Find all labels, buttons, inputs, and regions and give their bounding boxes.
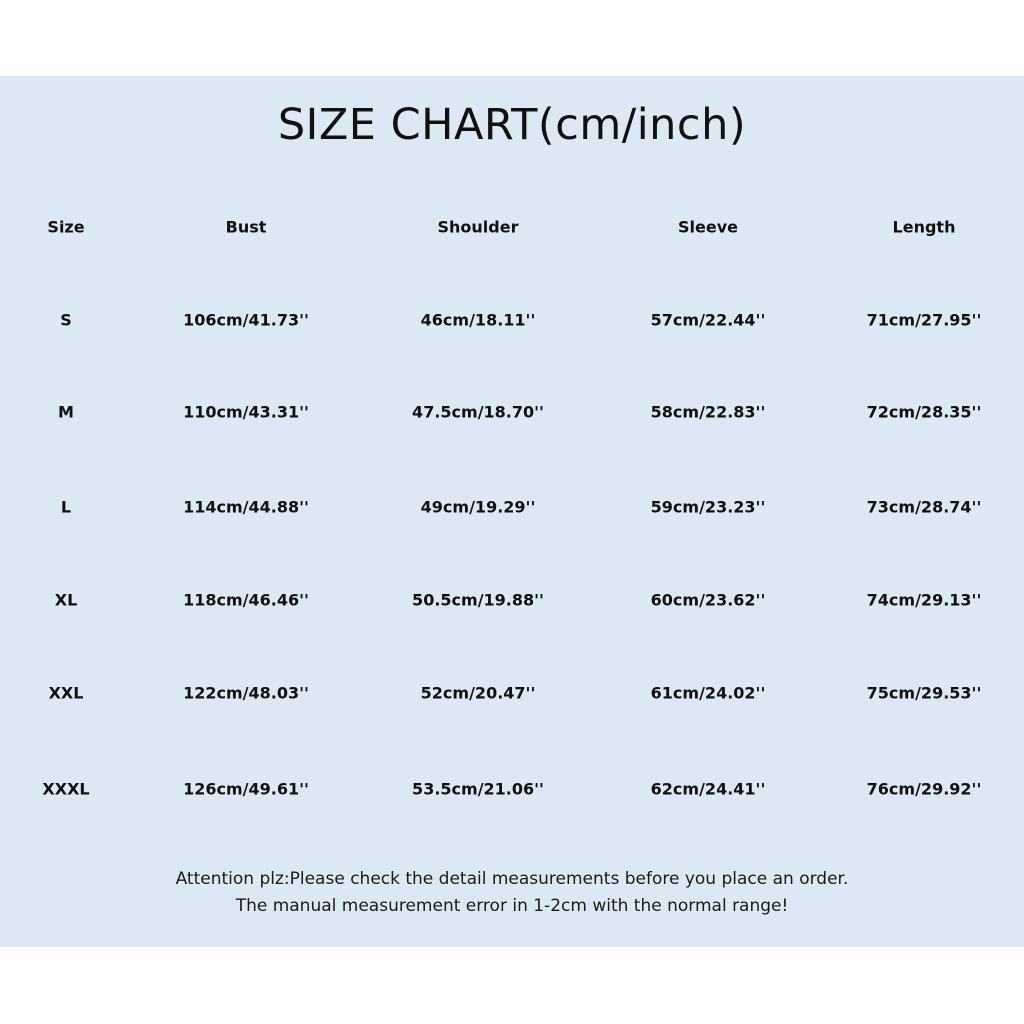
sleeve-cell: 61cm/24.02'' <box>650 683 766 703</box>
length-cell: 76cm/29.92'' <box>866 779 982 799</box>
length-cell: 75cm/29.53'' <box>866 683 982 703</box>
header-sleeve: Sleeve <box>678 217 738 237</box>
sleeve-cell: 62cm/24.41'' <box>650 779 766 799</box>
length-cell: 71cm/27.95'' <box>866 310 982 330</box>
shoulder-cell: 46cm/18.11'' <box>420 310 536 330</box>
size-cell: XL <box>54 590 78 610</box>
size-cell: L <box>60 497 72 517</box>
bust-cell: 106cm/41.73'' <box>183 310 309 330</box>
shoulder-cell: 53.5cm/21.06'' <box>412 779 544 799</box>
size-cell: XXXL <box>42 779 90 799</box>
size-cell: M <box>58 402 74 422</box>
error-note: The manual measurement error in 1-2cm with the normal range! <box>235 896 789 916</box>
attention-note: Attention plz:Please check the detail measurements before you place an order. <box>175 869 849 889</box>
page-title: SIZE CHART(cm/inch) <box>277 100 747 150</box>
length-cell: 72cm/28.35'' <box>866 402 982 422</box>
shoulder-cell: 47.5cm/18.70'' <box>412 402 544 422</box>
sleeve-cell: 57cm/22.44'' <box>650 310 766 330</box>
bust-cell: 114cm/44.88'' <box>183 497 309 517</box>
sleeve-cell: 59cm/23.23'' <box>650 497 766 517</box>
shoulder-cell: 50.5cm/19.88'' <box>412 590 544 610</box>
length-cell: 73cm/28.74'' <box>866 497 982 517</box>
shoulder-cell: 49cm/19.29'' <box>420 497 536 517</box>
length-cell: 74cm/29.13'' <box>866 590 982 610</box>
header-length: Length <box>892 217 956 237</box>
header-size: Size <box>47 217 85 237</box>
bust-cell: 118cm/46.46'' <box>183 590 309 610</box>
bust-cell: 110cm/43.31'' <box>183 402 309 422</box>
bust-cell: 122cm/48.03'' <box>183 683 309 703</box>
sleeve-cell: 60cm/23.62'' <box>650 590 766 610</box>
header-bust: Bust <box>225 217 267 237</box>
size-chart-panel <box>0 76 1024 947</box>
size-cell: S <box>60 310 72 330</box>
header-shoulder: Shoulder <box>437 217 519 237</box>
bust-cell: 126cm/49.61'' <box>183 779 309 799</box>
sleeve-cell: 58cm/22.83'' <box>650 402 766 422</box>
shoulder-cell: 52cm/20.47'' <box>420 683 536 703</box>
size-cell: XXL <box>48 683 84 703</box>
